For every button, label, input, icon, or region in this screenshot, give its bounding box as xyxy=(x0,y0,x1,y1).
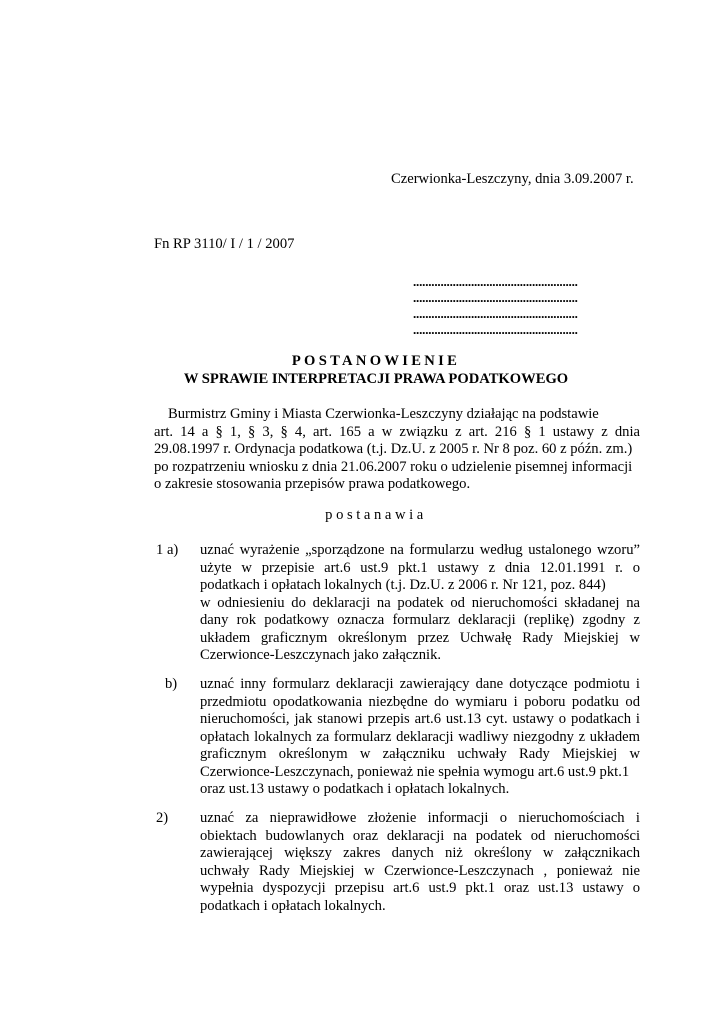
item-line: układem graficznym określonym przez Uchwałę Rady Miejskiej w xyxy=(200,629,640,646)
item-line: nieruchomości, jak stanowi przepis art.6 ust.13 cyt. ustawy o podatkach i xyxy=(200,711,640,727)
item-2-text xyxy=(200,810,640,915)
item-line: uznać inny formularz deklaracji zawierający dane dotyczące podmiotu i xyxy=(200,676,640,692)
intro-line: 29.08.1997 r. Ordynacja podatkowa (t.j. Dz.U. z 2005 r. Nr 8 poz. 60 z późn. zm.) xyxy=(154,441,633,457)
item-line: przedmiotu opodatkowania niezbędne do wymiaru i poboru podatku od xyxy=(200,693,640,710)
addressee-line: ...................................................... xyxy=(413,322,578,337)
item-1b-text xyxy=(200,676,640,799)
item-line: uchwały Rady Miejskiej w Czerwionce-Leszczynach , ponieważ nie xyxy=(200,862,640,879)
document-title: POSTANOWIENIE xyxy=(291,353,461,369)
item-line: graficznym określonym w załączniku uchwały Rady Miejskiej w xyxy=(200,746,640,762)
intro-line: art. 14 a § 1, § 3, § 4, art. 165 a w związku z art. 216 § 1 ustawy z dnia xyxy=(154,423,640,440)
item-line: zawierającej większy zakres danych niż określony w załącznikach xyxy=(200,845,640,861)
item-number: b) xyxy=(165,676,178,692)
item-line: opłatach lokalnych za formularz deklaracji wadliwy niezgodny z układem xyxy=(200,728,640,745)
addressee-line: ...................................................... xyxy=(413,306,578,321)
item-line: wypełnia dyspozycji przepisu art.6 ust.9 pkt.1 oraz ust.13 ustawy o xyxy=(200,880,640,896)
item-number: 2) xyxy=(156,810,169,826)
reference-number: Fn RP 3110/ I / 1 / 2007 xyxy=(154,236,295,252)
item-line: dany rok podatkowy oznacza formularz deklaracji (replikę) zgodny z xyxy=(200,612,640,628)
addressee-line: ...................................................... xyxy=(413,290,578,305)
item-line: uznać wyrażenie „sporządzone na formularzu według ustalonego wzoru” xyxy=(200,542,640,558)
intro-line: Burmistrz Gminy i Miasta Czerwionka-Leszczyny działając na podstawie xyxy=(168,406,599,422)
intro-line: o zakresie stosowania przepisów prawa podatkowego. xyxy=(154,476,471,492)
place-date: Czerwionka-Leszczyny, dnia 3.09.2007 r. xyxy=(391,171,634,187)
item-line: oraz ust.13 ustawy o podatkach i opłatach lokalnych. xyxy=(200,781,510,797)
decision-word: postanawia xyxy=(325,507,427,523)
intro-paragraph xyxy=(154,406,640,494)
item-line: w odniesieniu do deklaracji na podatek od nieruchomości składanej na xyxy=(200,594,640,611)
item-1a-text xyxy=(200,542,640,665)
item-line: obiektach budowlanych oraz deklaracji na podatek od nieruchomości xyxy=(200,827,640,844)
item-line: podatkach i opłatach lokalnych. xyxy=(200,897,386,914)
document-subtitle: W SPRAWIE INTERPRETACJI PRAWA PODATKOWEGO xyxy=(183,371,569,387)
item-line: użyte w przepisie art.6 ust.9 pkt.1 ustawy z dnia 12.01.1991 r. o xyxy=(200,559,640,576)
item-line: podatkach i opłatach lokalnych (t.j. Dz.U. z 2006 r. Nr 121, poz. 844) xyxy=(200,577,606,593)
item-number: 1 a) xyxy=(156,542,179,558)
item-line: Czerwionce-Leszczynach jako załącznik. xyxy=(200,647,442,663)
addressee-line: ...................................................... xyxy=(413,274,578,289)
item-line: uznać za nieprawidłowe złożenie informacji o nieruchomościach i xyxy=(200,810,640,826)
item-line: Czerwionce-Leszczynach, ponieważ nie spełnia wymogu art.6 ust.9 pkt.1 xyxy=(200,763,630,780)
intro-line: po rozpatrzeniu wniosku z dnia 21.06.2007 roku o udzielenie pisemnej informacji xyxy=(154,458,633,475)
